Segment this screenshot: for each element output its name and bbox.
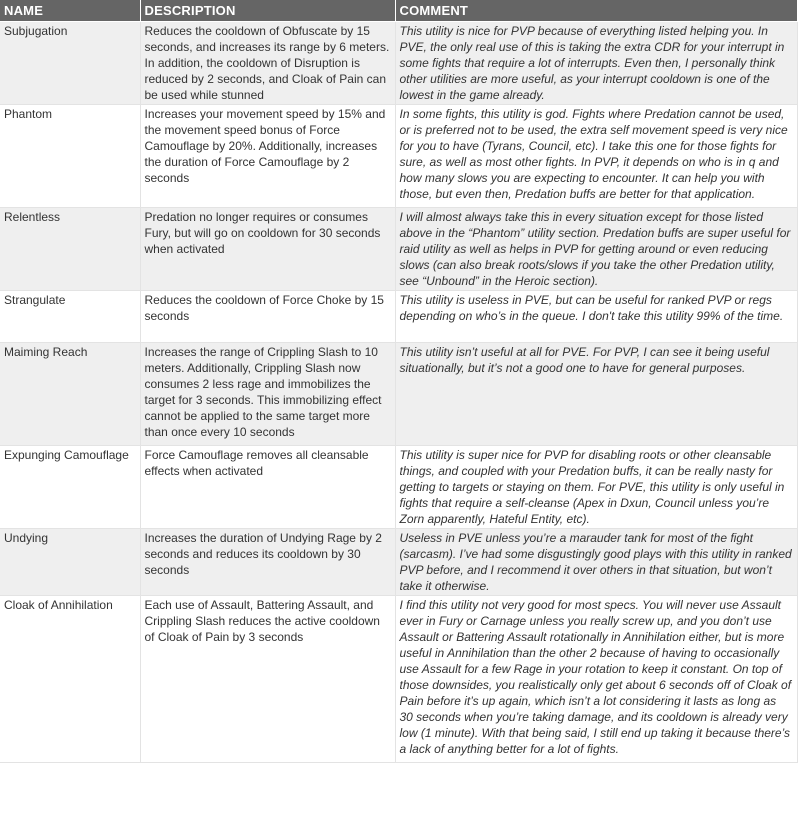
utility-description: Reduces the cooldown of Obfuscate by 15 seconds, and increases its range by 6 meters. In addition, the cooldown of Disruption is reduced by 2 seconds, and Cloak of Pain can be used while stunned <box>140 22 395 105</box>
utility-name: Expunging Camouflage <box>0 446 140 529</box>
utility-description: Reduces the cooldown of Force Choke by 15 seconds <box>140 291 395 343</box>
table-row <box>0 596 797 763</box>
utility-name: Strangulate <box>0 291 140 343</box>
utility-comment: Useless in PVE unless you’re a marauder tank for most of the fight (sarcasm). I’ve had some disgustingly good plays with this utility in ranked PVP before, and I recommend it over others in that situation, but won’t take it otherwise. <box>395 529 797 596</box>
comment-column-header: COMMENT <box>395 0 797 22</box>
utility-comment: This utility is useless in PVE, but can be useful for ranked PVP or regs depending on who’s in the queue. I don't take this utility 99% of the time. <box>395 291 797 343</box>
table-row <box>0 208 797 291</box>
table-row <box>0 105 797 208</box>
name-column-header: NAME <box>0 0 140 22</box>
utility-description: Force Camouflage removes all cleansable effects when activated <box>140 446 395 529</box>
utility-comment: I find this utility not very good for most specs. You will never use Assault ever in Fury or Carnage unless you really screw up, and you don’t use Assault or Battering Assault rotationally in Annihilation either, but is more useful in Annihilation than the other 2 because of having to occasionally use Assault for a few Rage in your rotation to keep it constant. On top of those downsides, you realistically only get about 6 seconds off of Cloak of Pain before it’s up again, which isn’t a lot considering it lasts as long as 30 seconds when you’re taking damage, and its cooldown is already very low (1 minute). With that being said, I still end up taking it because there’s a lack of anything better for a lot of fights. <box>395 596 797 763</box>
utility-name: Undying <box>0 529 140 596</box>
utility-description: Increases the range of Crippling Slash to 10 meters. Additionally, Crippling Slash now consumes 2 less rage and immobilizes the target for 3 seconds. This immobilizing effect cannot be applied to the same target more than once every 10 seconds <box>140 343 395 446</box>
table-row <box>0 446 797 529</box>
utility-comment: This utility is nice for PVP because of everything listed helping you. In PVE, the only real use of this is taking the extra CDR for your interrupt in some fights that require a lot of interrupts. Even then, I personally think other utilities are more useful, as your interrupt cooldown is one of the lowest in the game already. <box>395 22 797 105</box>
utility-name: Cloak of Annihilation <box>0 596 140 763</box>
utility-description: Increases your movement speed by 15% and the movement speed bonus of Force Camouflage by 20%. Additionally, increases the duration of Force Camouflage by 2 seconds <box>140 105 395 208</box>
table-row <box>0 291 797 343</box>
utility-comment: In some fights, this utility is god. Fights where Predation cannot be used, or is preferred not to be used, the extra self movement speed is very nice for you to have (Tyrans, Council, etc). I take this one for those fights for sure, as well as most other fights. In PVP, it depends on who is in q and how many slows you are expecting to encounter. It can help you with those, but even then, Predation buffs are better for that application. <box>395 105 797 208</box>
description-column-header: DESCRIPTION <box>140 0 395 22</box>
utility-description: Predation no longer requires or consumes Fury, but will go on cooldown for 30 seconds when activated <box>140 208 395 291</box>
utility-name: Subjugation <box>0 22 140 105</box>
table-row <box>0 343 797 446</box>
utility-description: Increases the duration of Undying Rage by 2 seconds and reduces its cooldown by 30 seconds <box>140 529 395 596</box>
utility-comment: This utility is super nice for PVP for disabling roots or other cleansable things, and coupled with your Predation buffs, it can be really nasty for getting to targets or staying on them. For PVE, this utility is only useful in fights that require a self-cleanse (Apex in Dxun, Council unless you’re Zorn apparently, Hateful Entity, etc). <box>395 446 797 529</box>
table-row <box>0 22 797 105</box>
utility-comment: I will almost always take this in every situation except for those listed above in the “Phantom” utility section. Predation buffs are super useful for raid utility as well as helps in PVP for getting around or even reducing slows (can also break roots/slows if you take the other Predation utility, see “Unbound” in the Heroic section). <box>395 208 797 291</box>
utility-comment: This utility isn’t useful at all for PVE. For PVP, I can see it being useful situationally, but it’s not a good one to have for general purposes. <box>395 343 797 446</box>
table-row <box>0 529 797 596</box>
header-row <box>0 0 797 22</box>
utility-description: Each use of Assault, Battering Assault, and Crippling Slash reduces the active cooldown of Cloak of Pain by 3 seconds <box>140 596 395 763</box>
utility-name: Relentless <box>0 208 140 291</box>
utility-name: Phantom <box>0 105 140 208</box>
utility-name: Maiming Reach <box>0 343 140 446</box>
